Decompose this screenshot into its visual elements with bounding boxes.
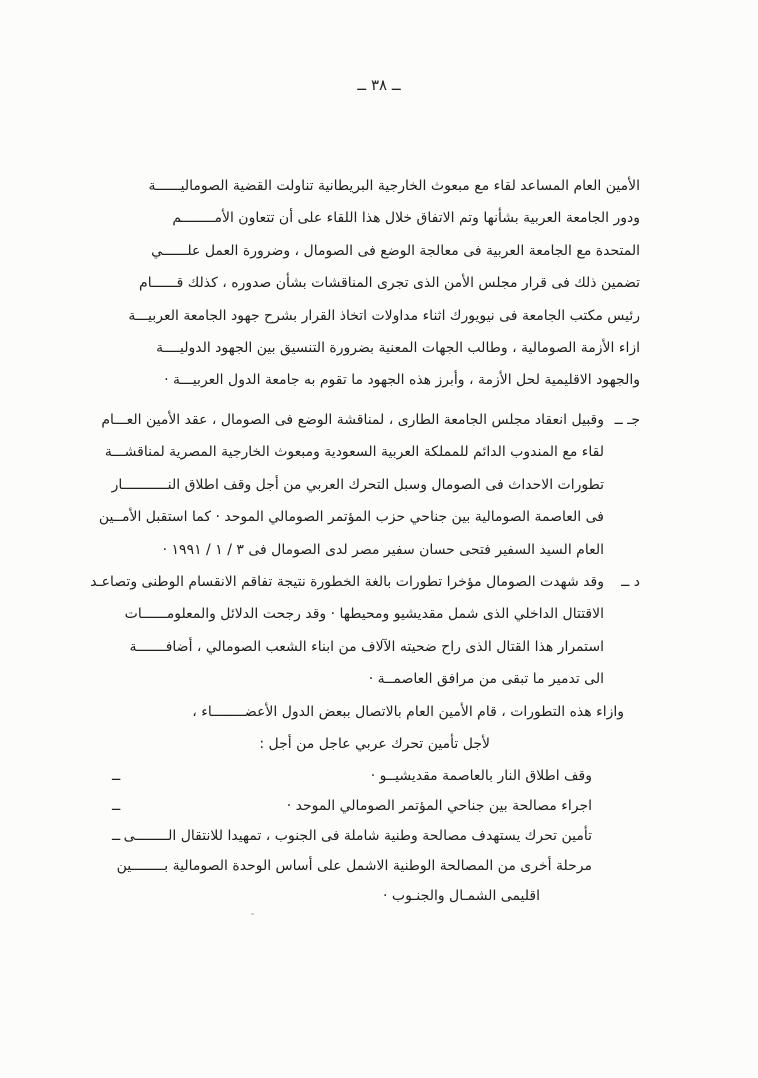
scan-speck [251, 913, 254, 915]
text-line: الى تدمير ما تبقى من مرافق العاصمــة · [368, 671, 604, 688]
text-line: لأجل تأمين تحرك عربي عاجل من أجل : [259, 736, 490, 753]
text-line: الاقتتال الداخلي الذى شمل مقديشيو ومحيطها · وقد رجحت الدلائل والمعلومــــــات [124, 606, 604, 623]
text-line: رئيس مكتب الجامعة فى نيويورك اثناء مداولات اتخاذ القرار بشرح جهود الجامعة العربيـــة [128, 307, 640, 324]
paragraph-dal [90, 566, 640, 696]
text-line: المتحدة مع الجامعة العربية فى معالجة الوضع فى الصومال ، وضرورة العمل علــــــي [151, 242, 640, 259]
text-line: تضمين ذلك فى قرار مجلس الأمن الذى تجرى المناقشات بشأن صدوره ، كذلك قــــــام [139, 275, 640, 292]
text-line: اقليمى الشمـال والجنـوب · [383, 888, 540, 904]
text-line: وازاء هذه التطورات ، قام الأمين العام بالاتصال ببعض الدول الأعضــــــــاء ، [192, 704, 624, 720]
text-line: مرحلة أخرى من المصالحة الوطنية الاشمل على أساس الوحدة الصومالية بــــــــين [116, 858, 592, 874]
list-item [112, 821, 592, 911]
paragraph-marker-jeem: جـ ــ [614, 412, 640, 428]
text-line: وقف اطلاق النار بالعاصمة مقديشيــو · [370, 768, 592, 784]
goal-list [112, 761, 592, 911]
text-line: ودور الجامعة العربية بشأنها وتم الاتفاق خلال هذا اللقاء على أن تتعاون الأمــــــــم [172, 210, 640, 227]
text-line: لقاء مع المندوب الدائم للمملكة العربية السعودية ومبعوث الخارجية المصرية لمناقشـــة [104, 444, 604, 461]
list-dash: ــ [112, 828, 121, 844]
text-line: تطورات الاحداث فى الصومال وسبل التحرك العربي من أجل وقف اطلاق النـــــــــــار [111, 476, 604, 493]
list-dash: ــ [112, 798, 121, 814]
text-line: استمرار هذا القتال الذى راح ضحيته الآلاف من ابناء الشعب الصومالي ، أضافـــــــة [129, 638, 604, 655]
text-line: ازاء الأزمة الصومالية ، وطالب الجهات المعنية بضرورة التنسيق بين الجهود الدوليــــة [156, 340, 640, 357]
text-line: وقد شهدت الصومال مؤخرا تطورات بالغة الخطورة نتيجة تفاقم الانقسام الوطنى وتصاعـد [90, 574, 604, 590]
list-item [112, 761, 592, 791]
paragraph-jeem [98, 404, 640, 566]
text-line: تأمين تحرك يستهدف مصالحة وطنية شاملة فى الجنوب ، تمهيدا للانتقال الــــــــى [123, 828, 592, 844]
paragraph-marker-dal: د ــ [621, 574, 640, 590]
text-line: اجراء مصالحة بين جناحي المؤتمر الصومالي الموحد · [286, 798, 592, 814]
text-line: الأمين العام المساعد لقاء مع مبعوث الخارجية البريطانية تناولت القضية الصوماليــــــة [148, 178, 640, 194]
text-line: العام السيد السفير فتحى حسان سفير مصر لدى الصومال فى ٣ / ١ / ١٩٩١ · [162, 541, 604, 558]
text-line: والجهود الاقليمية لحل الأزمة ، وأبرز هذه الجهود ما تقوم به جامعة الدول العربيـــة · [164, 372, 640, 389]
paragraph-intro [130, 170, 640, 397]
list-dash: ــ [112, 768, 121, 784]
list-item [112, 791, 592, 821]
text-line: فى العاصمة الصومالية بين جناحي حزب المؤتمر الصومالي الموحد · كما استقبل الأمــين [98, 509, 604, 526]
paragraph-contact [130, 696, 640, 761]
page-number: ــ ٣٨ ــ [357, 76, 401, 94]
text-line: وقبيل انعقاد مجلس الجامعة الطارى ، لمناقشة الوضع فى الصومال ، عقد الأمين العـــام [101, 412, 604, 428]
